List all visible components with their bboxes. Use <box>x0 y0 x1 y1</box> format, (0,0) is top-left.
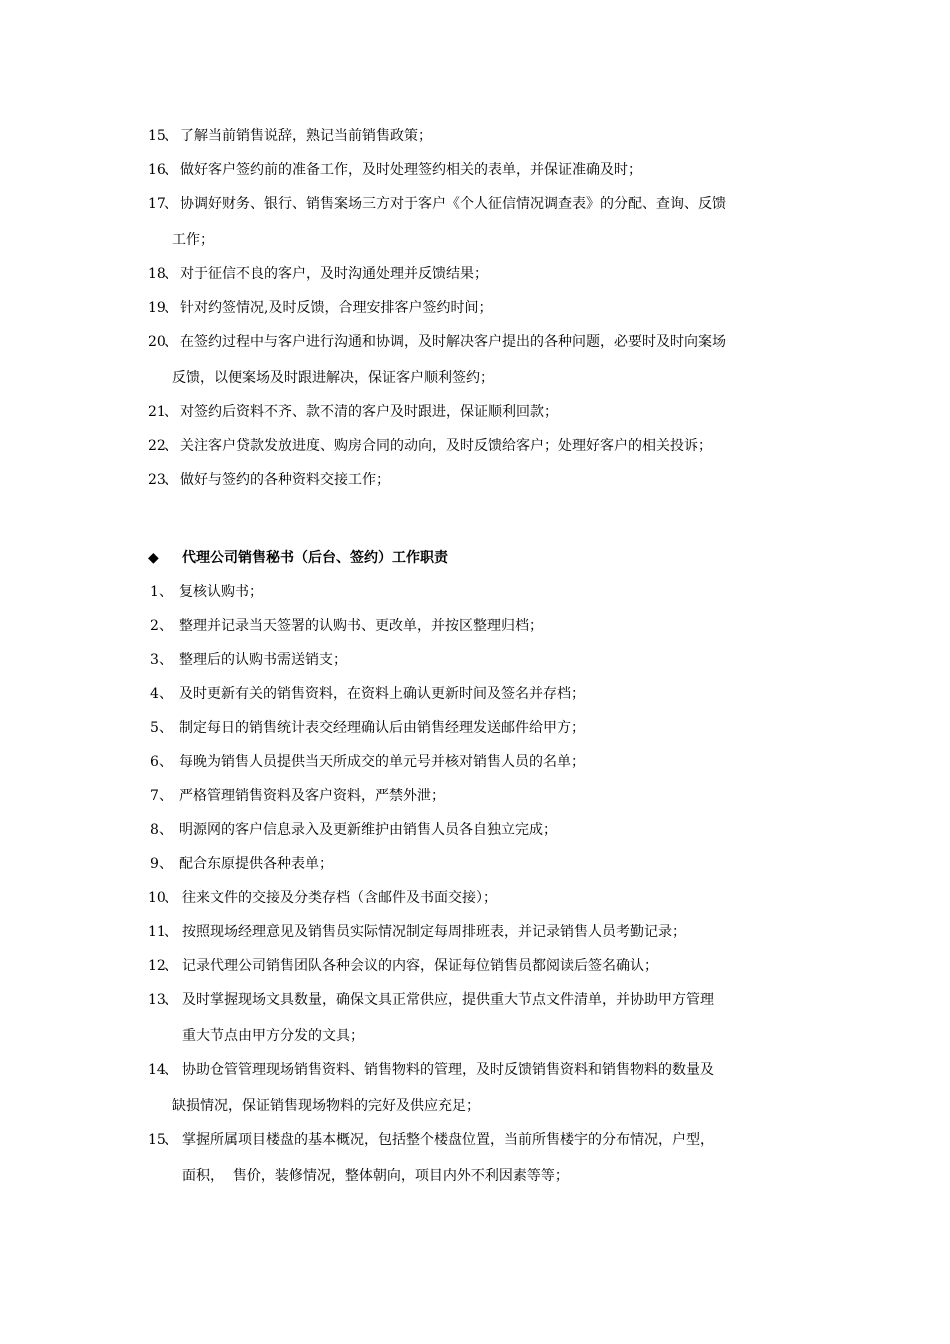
list-item <box>0 956 950 990</box>
item-sep: 、 <box>164 300 178 316</box>
list-item <box>0 820 950 854</box>
list-item <box>0 888 950 922</box>
item-number: 8 <box>150 822 159 838</box>
item-number: 18 <box>148 266 166 282</box>
list-item <box>0 990 950 1060</box>
item-text: 及时掌握现场文具数量，确保文具正常供应，提供重大节点文件清单，并协助甲方管理 <box>182 992 714 1008</box>
section-title: 代理公司销售秘书（后台、签约）工作职责 <box>182 550 448 566</box>
item-text-cont: 缺损情况，保证销售现场物料的完好及供应充足； <box>172 1098 480 1114</box>
item-number: 20 <box>148 334 166 350</box>
item-sep: 、 <box>164 992 178 1008</box>
item-sep: 、 <box>164 266 178 282</box>
item-number: 9 <box>150 856 159 872</box>
item-text: 明源网的客户信息录入及更新维护由销售人员各自独立完成； <box>179 822 557 838</box>
item-number: 6 <box>150 754 159 770</box>
item-text: 往来文件的交接及分类存档（含邮件及书面交接）； <box>182 890 497 906</box>
item-text: 整理后的认购书需送销支； <box>179 652 347 668</box>
list-item <box>0 752 950 786</box>
item-sep: 、 <box>164 924 178 940</box>
item-number: 19 <box>148 300 166 316</box>
item-number: 5 <box>150 720 159 736</box>
item-number: 14 <box>148 1062 166 1078</box>
item-text: 整理并记录当天签署的认购书、更改单，并按区整理归档； <box>179 618 543 634</box>
item-number: 1 <box>150 584 159 600</box>
item-text: 做好客户签约前的准备工作，及时处理签约相关的表单，并保证准确及时； <box>180 162 642 178</box>
item-text: 针对约签情况,及时反馈，合理安排客户签约时间； <box>180 300 493 316</box>
item-number: 3 <box>150 652 159 668</box>
item-number: 7 <box>150 788 159 804</box>
item-text: 掌握所属项目楼盘的基本概况，包括整个楼盘位置，当前所售楼宇的分布情况，户型， <box>182 1132 714 1148</box>
list-item <box>0 194 950 264</box>
item-text-cont: 反馈，以便案场及时跟进解决，保证客户顺利签约； <box>172 370 494 386</box>
section-2-list <box>0 582 950 1200</box>
item-sep: 、 <box>159 788 173 804</box>
item-text: 对签约后资料不齐、款不清的客户及时跟进，保证顺利回款； <box>180 404 558 420</box>
item-number: 10 <box>148 890 166 906</box>
item-text: 了解当前销售说辞，熟记当前销售政策； <box>180 128 432 144</box>
item-number: 12 <box>148 958 166 974</box>
list-item <box>0 160 950 194</box>
section-1-list <box>0 126 950 504</box>
item-number: 23 <box>148 472 166 488</box>
list-item <box>0 1060 950 1130</box>
list-item <box>0 264 950 298</box>
list-item <box>0 126 950 160</box>
item-number: 17 <box>148 196 166 212</box>
item-sep: 、 <box>164 890 178 906</box>
list-item <box>0 616 950 650</box>
item-text: 复核认购书； <box>179 584 263 600</box>
list-item <box>0 650 950 684</box>
list-item <box>0 298 950 332</box>
item-number: 2 <box>150 618 159 634</box>
item-number: 13 <box>148 992 166 1008</box>
item-sep: 、 <box>159 822 173 838</box>
list-item <box>0 332 950 402</box>
item-text: 协助仓管管理现场销售资料、销售物料的管理，及时反馈销售资料和销售物料的数量及 <box>182 1062 714 1078</box>
item-number: 11 <box>148 924 166 940</box>
item-sep: 、 <box>159 754 173 770</box>
list-item <box>0 786 950 820</box>
item-sep: 、 <box>164 958 178 974</box>
list-item <box>0 436 950 470</box>
item-text-cont: 工作； <box>172 232 214 248</box>
item-text: 配合东原提供各种表单； <box>179 856 333 872</box>
item-text-cont: 面积， 售价，装修情况，整体朝向，项目内外不利因素等等； <box>182 1168 569 1184</box>
item-number: 22 <box>148 438 166 454</box>
list-item <box>0 718 950 752</box>
item-sep: 、 <box>159 720 173 736</box>
item-sep: 、 <box>164 196 178 212</box>
list-item <box>0 854 950 888</box>
item-text: 协调好财务、银行、销售案场三方对于客户《个人征信情况调查表》的分配、查询、反馈 <box>180 196 726 212</box>
item-text: 按照现场经理意见及销售员实际情况制定每周排班表，并记录销售人员考勤记录； <box>182 924 686 940</box>
item-number: 4 <box>150 686 159 702</box>
item-number: 21 <box>148 404 166 420</box>
list-item <box>0 402 950 436</box>
item-sep: 、 <box>164 1062 178 1078</box>
list-item <box>0 1130 950 1200</box>
item-text: 在签约过程中与客户进行沟通和协调，及时解决客户提出的各种问题，必要时及时向案场 <box>180 334 726 350</box>
item-sep: 、 <box>164 438 178 454</box>
list-item <box>0 684 950 718</box>
item-text: 记录代理公司销售团队各种会议的内容，保证每位销售员都阅读后签名确认； <box>182 958 658 974</box>
item-sep: 、 <box>164 162 178 178</box>
item-text: 及时更新有关的销售资料，在资料上确认更新时间及签名并存档； <box>179 686 585 702</box>
item-sep: 、 <box>164 404 178 420</box>
item-text: 每晚为销售人员提供当天所成交的单元号并核对销售人员的名单； <box>179 754 585 770</box>
item-sep: 、 <box>159 652 173 668</box>
item-text-cont: 重大节点由甲方分发的文具； <box>182 1028 364 1044</box>
item-text: 对于征信不良的客户，及时沟通处理并反馈结果； <box>180 266 488 282</box>
item-text: 关注客户贷款发放进度、购房合同的动向，及时反馈给客户；处理好客户的相关投诉； <box>180 438 712 454</box>
list-item <box>0 470 950 504</box>
item-sep: 、 <box>159 584 173 600</box>
item-number: 16 <box>148 162 166 178</box>
item-sep: 、 <box>159 856 173 872</box>
item-number: 15 <box>148 128 166 144</box>
diamond-bullet-icon: ◆ <box>148 550 159 566</box>
item-number: 15 <box>148 1132 166 1148</box>
section-heading <box>148 548 448 568</box>
item-sep: 、 <box>164 1132 178 1148</box>
list-item <box>0 582 950 616</box>
item-sep: 、 <box>159 618 173 634</box>
item-sep: 、 <box>164 128 178 144</box>
item-text: 做好与签约的各种资料交接工作； <box>180 472 390 488</box>
item-sep: 、 <box>159 686 173 702</box>
item-sep: 、 <box>164 472 178 488</box>
list-item <box>0 922 950 956</box>
item-text: 严格管理销售资料及客户资料，严禁外泄； <box>179 788 445 804</box>
item-text: 制定每日的销售统计表交经理确认后由销售经理发送邮件给甲方； <box>179 720 585 736</box>
item-sep: 、 <box>164 334 178 350</box>
